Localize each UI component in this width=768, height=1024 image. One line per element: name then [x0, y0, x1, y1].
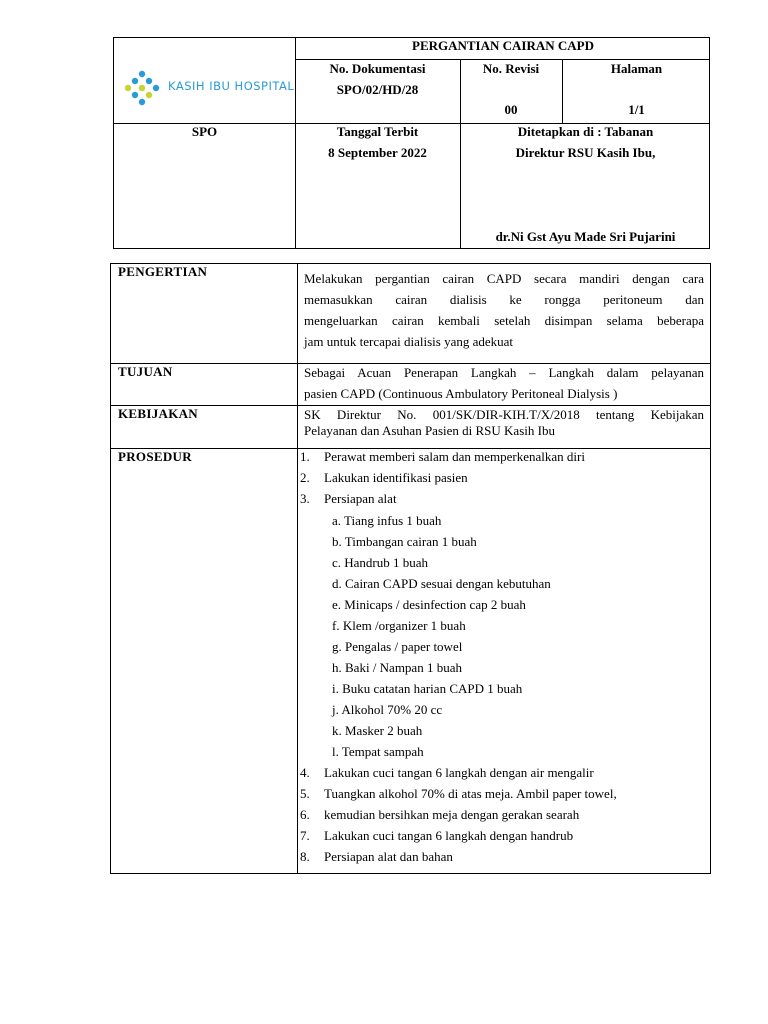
- set-at: Ditetapkan di : Tabanan: [517, 124, 654, 139]
- tool-item: l. Tempat sampah: [332, 744, 424, 759]
- hospital-logo: [122, 68, 295, 108]
- text-line: pasien CAPD (Continuous Ambulatory Peritoneal Dialysis ): [304, 386, 618, 401]
- tool-item: c. Handrub 1 buah: [332, 555, 429, 570]
- spo-label: SPO: [191, 124, 218, 139]
- director-name: dr.Ni Gst Ayu Made Sri Pujarini: [495, 229, 676, 244]
- text-line: SK Direktur No. 001/SK/DIR-KIH.T/X/2018 tentang Kebijakan: [304, 407, 704, 422]
- section-text-pengertian: [304, 268, 704, 352]
- logo-mark-icon: [122, 68, 162, 108]
- tool-item: i. Buku catatan harian CAPD 1 buah: [332, 681, 523, 696]
- tool-item: b. Timbangan cairan 1 buah: [332, 534, 477, 549]
- list-item: 5. Tuangkan alkohol 70% di atas meja. Ambil paper towel,: [300, 786, 617, 801]
- document-title: PERGANTIAN CAIRAN CAPD: [412, 38, 594, 53]
- section-label-tujuan: TUJUAN: [118, 364, 173, 379]
- list-item: 2. Lakukan identifikasi pasien: [300, 470, 468, 485]
- tool-item: h. Baki / Nampan 1 buah: [332, 660, 462, 675]
- issued-label: Tanggal Terbit: [336, 124, 419, 139]
- text-line: Sebagai Acuan Penerapan Langkah – Langkah dalam pelayanan: [304, 365, 704, 380]
- text-line: Pelayanan dan Asuhan Pasien di RSU Kasih Ibu: [304, 423, 555, 438]
- list-item: 7. Lakukan cuci tangan 6 langkah dengan handrub: [300, 828, 574, 843]
- tool-item: g. Pengalas / paper towel: [332, 639, 463, 654]
- page-label: Halaman: [610, 61, 663, 76]
- section-text-tujuan: [304, 362, 704, 404]
- section-label-kebijakan: KEBIJAKAN: [118, 406, 198, 421]
- revision-number: 00: [504, 102, 518, 117]
- header-divider: [295, 59, 709, 60]
- text-line: mengeluarkan cairan kembali setelah disimpan selama beberapa: [304, 313, 704, 328]
- list-item: 3. Persiapan alat: [300, 491, 397, 506]
- section-label-prosedur: PROSEDUR: [118, 449, 192, 464]
- logo-text: KASIH IBU HOSPITAL: [168, 79, 295, 93]
- tool-item: e. Minicaps / desinfection cap 2 buah: [332, 597, 526, 612]
- list-item: 6. kemudian bersihkan meja dengan gerakan searah: [300, 807, 580, 822]
- text-line: jam untuk tercapai dialisis yang adekuat: [304, 334, 514, 349]
- page-number: 1/1: [628, 102, 645, 117]
- doc-number-label: No. Dokumentasi: [329, 61, 426, 76]
- document-header-table: [113, 37, 710, 249]
- revision-label: No. Revisi: [482, 61, 540, 76]
- doc-number: SPO/02/HD/28: [336, 82, 419, 97]
- section-label-pengertian: PENGERTIAN: [118, 264, 208, 279]
- tool-item: d. Cairan CAPD sesuai dengan kebutuhan: [332, 576, 551, 591]
- list-item: 1. Perawat memberi salam dan memperkenalkan diri: [300, 449, 585, 464]
- tool-item: f. Klem /organizer 1 buah: [332, 618, 466, 633]
- list-item: 8. Persiapan alat dan bahan: [300, 849, 453, 864]
- text-line: Melakukan pergantian cairan CAPD secara mandiri dengan cara: [304, 271, 704, 286]
- list-item: 4. Lakukan cuci tangan 6 langkah dengan air mengalir: [300, 765, 594, 780]
- tool-item: a. Tiang infus 1 buah: [332, 513, 442, 528]
- row-divider: [111, 405, 710, 406]
- section-text-kebijakan: [304, 407, 704, 439]
- tool-item: k. Masker 2 buah: [332, 723, 423, 738]
- text-line: memasukkan cairan dialisis ke rongga peritoneum dan: [304, 292, 704, 307]
- tool-item: j. Alkohol 70% 20 cc: [332, 702, 443, 717]
- issued-date: 8 September 2022: [328, 145, 427, 160]
- procedure-table: [110, 263, 711, 874]
- director-title: Direktur RSU Kasih Ibu,: [515, 145, 656, 160]
- column-divider: [297, 264, 298, 873]
